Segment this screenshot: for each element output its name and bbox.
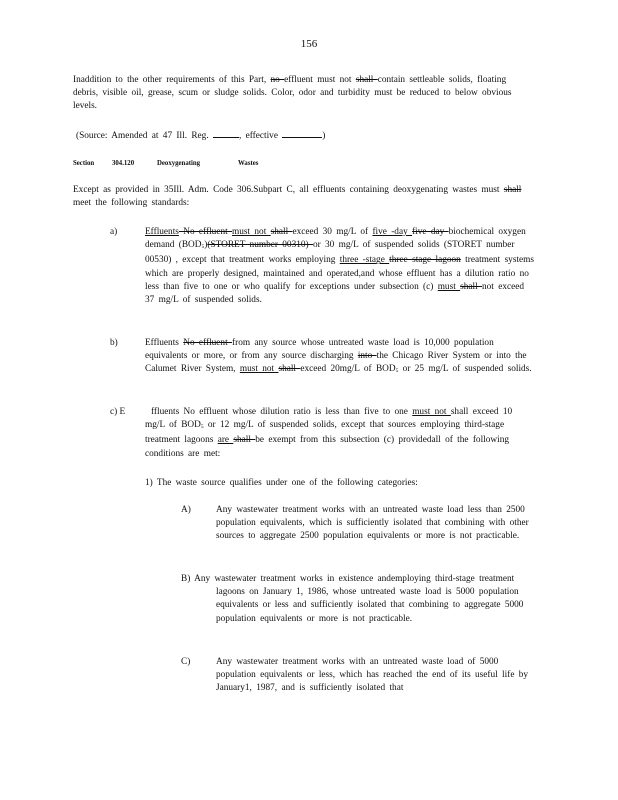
- a-text: exceed 30 mg/L of: [292, 227, 373, 237]
- b-insert: must not: [239, 364, 279, 375]
- a-strike: three stage lagoon: [389, 255, 461, 266]
- b-text: or 25 mg/L of suspended solids.: [398, 364, 532, 375]
- intro-paragraph: [73, 74, 535, 114]
- a-insert: Effluents: [145, 227, 179, 237]
- intro-text: Inaddition to the other requirements of this Part,: [73, 75, 271, 85]
- b-strike: No effluent: [183, 338, 232, 348]
- effective-blank: [282, 128, 322, 138]
- section-label: Section: [73, 160, 95, 167]
- b-text: exceed 20mg/L of BOD: [300, 364, 396, 375]
- intro-strike: shall: [355, 75, 378, 85]
- c-text: ffluents No effluent whose dilution ratio is less than five to one: [151, 407, 413, 417]
- c-text: or 12 mg/L of suspended solids, except that sources employing third-stage treatment lagoons: [145, 420, 505, 446]
- lead-text: meet the following standards:: [73, 198, 190, 209]
- a-strike: shall: [460, 281, 482, 292]
- category-c: Any wastewater treatment works with an untreated waste load of 5000 population equivalents or less, which has reached the end of its useful life by January1, 1987, and is sufficiently isolated that: [216, 657, 529, 694]
- a-strike: five day: [412, 227, 449, 237]
- date-blank: [213, 128, 239, 138]
- b-text: the Chicago River System or into the Calumet River System,: [145, 351, 527, 375]
- subsection-b: [145, 337, 535, 379]
- a-text: or 30 mg/L of suspended solids (STORET number 00530) , except that treatment works employing: [145, 240, 515, 266]
- c-text: be exempt from this subsection (c) providedall of the following conditions are met:: [145, 435, 509, 459]
- a-strike: No effluent: [178, 227, 232, 237]
- source-text: ): [322, 131, 326, 141]
- condition-1: 1) The waste source qualifies under one of the following categories:: [145, 478, 418, 488]
- c-insert: are: [217, 435, 234, 446]
- a-text: not exceed 37 mg/L of suspended solids.: [145, 281, 525, 306]
- section-title: Wastes: [238, 160, 259, 167]
- b-strike: shall: [278, 364, 301, 375]
- source-text: (Source: Amended at 47 Ill. Reg.: [76, 131, 213, 141]
- category-b: B) Any wastewater treatment works in existence andemploying third-stage treatment lagoons on January 1, 1986, whose untreated waste load is 5000 population equivalents or less and sufficiently isolated that combining to aggregate 5000 population equivalents or more is not practicable.: [181, 574, 524, 624]
- a-insert: three -stage: [339, 255, 390, 266]
- b-subscript: 5: [395, 368, 399, 375]
- section-title: Deoxygenating: [157, 160, 201, 167]
- lead-strike: shall: [503, 185, 522, 195]
- a-text: biochemical oxygen demand (BOD: [145, 227, 526, 251]
- a-text: ): [204, 240, 208, 251]
- category-a: Any wastewater treatment works with an untreated waste load less than 2500 population equivalents, which is sufficiently isolated that combining with other sources to aggregate 2500 population equivalents or more is not practicable.: [216, 505, 529, 542]
- c-text: shall exceed 10 mg/L of BOD: [145, 407, 513, 431]
- a-text: treatment systems which are properly designed, maintained and operated,and whose effluent has a dilution ratio no less than five to one or who qualify for exceptions under subsection (c): [145, 255, 535, 292]
- b-text: Effluents: [145, 338, 184, 348]
- b-text: from any source whose untreated waste load is 10,000 population equivalents or more, or from any source discharging: [145, 338, 494, 362]
- a-insert: must not: [232, 227, 271, 237]
- category-a-label: A): [181, 505, 191, 515]
- source-text: , effective: [238, 131, 283, 141]
- lead-paragraph: [73, 184, 535, 210]
- intro-text: contain settleable solids, floating debris, visible oil, grease, scum or sludge solids. Color, odor and turbidity must be reduced to below obvious levels.: [73, 75, 512, 112]
- intro-text: effluent must not: [284, 75, 356, 85]
- a-subscript: 5: [201, 244, 205, 251]
- intro-strike: no: [270, 75, 285, 85]
- subsection-a-label: a): [110, 227, 118, 237]
- c-insert: must not: [412, 407, 451, 417]
- subsection-a: [145, 226, 535, 307]
- section-number: 304.120: [112, 160, 135, 167]
- lead-text: Except as provided in 35Ill. Adm. Code 306.Subpart C, all effluents containing deoxygenating wastes must: [73, 185, 504, 195]
- section-heading: [0, 157, 618, 169]
- subsection-c-label: c) E: [110, 407, 126, 417]
- subsection-b-label: b): [110, 338, 118, 348]
- a-insert: must: [437, 281, 461, 292]
- c-strike: shall: [233, 435, 256, 446]
- a-strike: shall: [270, 227, 293, 237]
- category-c-label: C): [181, 657, 191, 667]
- subsection-c: [145, 406, 535, 461]
- source-note: [76, 128, 476, 143]
- a-strike: (STORET number 00310): [207, 240, 313, 251]
- b-strike: into: [357, 351, 377, 362]
- c-subscript: 5: [200, 424, 204, 431]
- a-insert: five -day: [372, 227, 413, 237]
- page-number: 156: [300, 38, 318, 50]
